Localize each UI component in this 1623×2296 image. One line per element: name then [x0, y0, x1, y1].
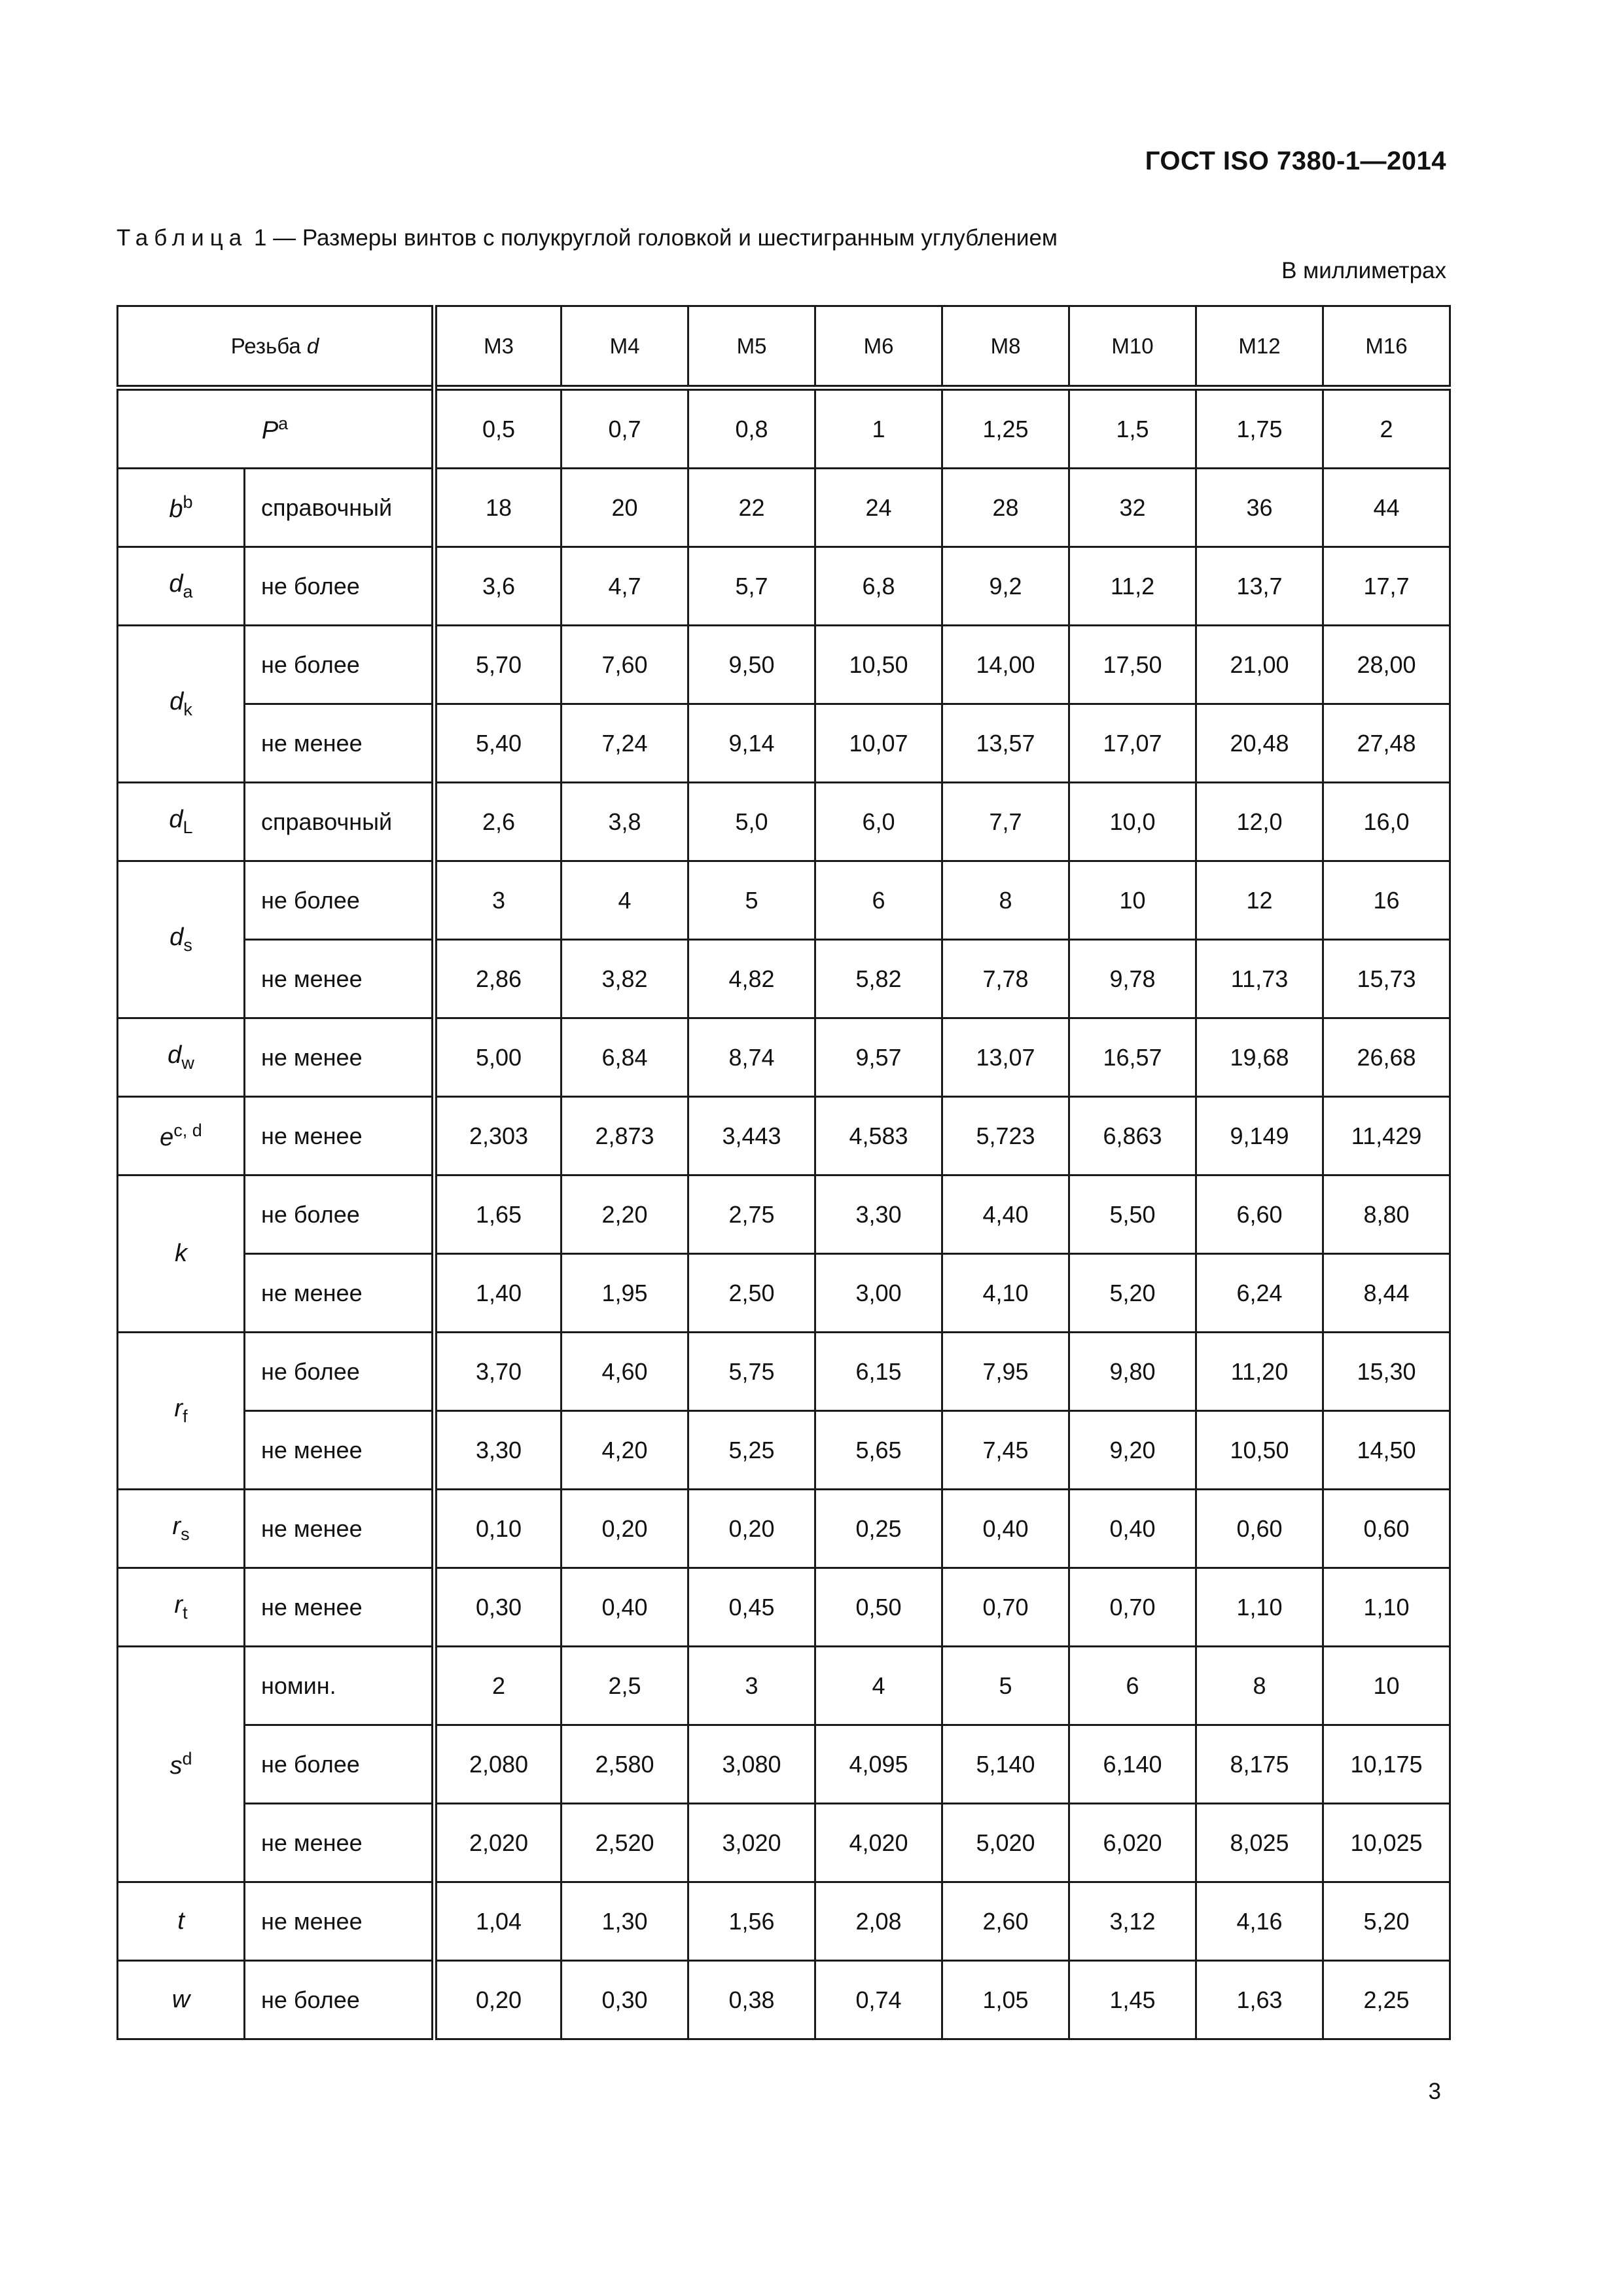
dimension-value-cell: 5,25: [688, 1411, 815, 1490]
table-number: 1 —: [247, 225, 302, 251]
dimension-value-cell: 1,04: [435, 1882, 562, 1961]
parameter-symbol: s: [169, 1751, 183, 1780]
dimension-value-cell: 10,50: [1196, 1411, 1323, 1490]
parameter-symbol-cell: [118, 1175, 245, 1333]
dimension-value-cell: 44: [1323, 469, 1450, 547]
dimension-value-cell: 10: [1323, 1647, 1450, 1725]
parameter-symbol-cell: [118, 1097, 245, 1175]
dimension-value-cell: 5,020: [942, 1804, 1069, 1882]
limit-qualifier-cell: не более: [245, 1333, 435, 1411]
dimension-value-cell: 2,580: [562, 1725, 688, 1804]
dimension-value-cell: 5,65: [815, 1411, 942, 1490]
dimension-value-cell: 5: [942, 1647, 1069, 1725]
dimension-value-cell: 2,5: [562, 1647, 688, 1725]
dimension-value-cell: 1,5: [1069, 388, 1196, 469]
table-word: Таблица: [116, 225, 248, 251]
dimension-value-cell: 10,025: [1323, 1804, 1450, 1882]
dimension-value-cell: 4: [562, 861, 688, 940]
dimension-value-cell: 1,10: [1323, 1568, 1450, 1647]
dimension-value-cell: 6,8: [815, 547, 942, 626]
dimension-value-cell: 0,30: [562, 1961, 688, 2039]
dimension-value-cell: 0,20: [435, 1961, 562, 2039]
table-row: [118, 1411, 1450, 1490]
parameter-symbol-cell: [118, 388, 435, 469]
dimension-value-cell: 1,25: [942, 388, 1069, 469]
limit-qualifier-cell: не менее: [245, 940, 435, 1018]
dimension-value-cell: 6: [1069, 1647, 1196, 1725]
thread-header-symbol: d: [306, 333, 319, 358]
parameter-symbol-cell: [118, 547, 245, 626]
parameter-subscript: a: [183, 582, 193, 601]
dimension-value-cell: 9,50: [688, 626, 815, 704]
dimension-value-cell: 7,7: [942, 783, 1069, 861]
limit-qualifier-cell: не менее: [245, 1882, 435, 1961]
limit-qualifier-cell: не более: [245, 1725, 435, 1804]
footnote-reference: d: [182, 1748, 192, 1768]
dimension-value-cell: 5,20: [1069, 1254, 1196, 1333]
table-row: [118, 783, 1450, 861]
parameter-symbol-cell: [118, 783, 245, 861]
limit-qualifier-cell: не менее: [245, 1254, 435, 1333]
parameter-subscript: k: [183, 700, 192, 719]
dimension-value-cell: 3,30: [435, 1411, 562, 1490]
dimension-value-cell: 9,14: [688, 704, 815, 783]
dimension-value-cell: 7,45: [942, 1411, 1069, 1490]
table-row: [118, 388, 1450, 469]
parameter-symbol-cell: [118, 1490, 245, 1568]
dimension-value-cell: 0,40: [562, 1568, 688, 1647]
dimension-value-cell: 5,723: [942, 1097, 1069, 1175]
dimension-value-cell: 4: [815, 1647, 942, 1725]
dimension-value-cell: 15,30: [1323, 1333, 1450, 1411]
dimension-value-cell: 1,56: [688, 1882, 815, 1961]
table-row: [118, 469, 1450, 547]
table-row: [118, 1725, 1450, 1804]
table-body: [118, 306, 1450, 2039]
dimension-value-cell: 13,07: [942, 1018, 1069, 1097]
dimension-value-cell: 6,84: [562, 1018, 688, 1097]
dimension-value-cell: 0,7: [562, 388, 688, 469]
dimension-value-cell: 3,30: [815, 1175, 942, 1254]
dimension-value-cell: 4,60: [562, 1333, 688, 1411]
dimension-value-cell: 4,82: [688, 940, 815, 1018]
dimension-value-cell: 0,20: [688, 1490, 815, 1568]
dimension-value-cell: 5,40: [435, 704, 562, 783]
parameter-symbol: e: [160, 1123, 174, 1151]
dimension-value-cell: 0,5: [435, 388, 562, 469]
parameter-symbol-cell: [118, 1333, 245, 1490]
parameter-symbol: P: [261, 416, 279, 444]
dimension-value-cell: 6,020: [1069, 1804, 1196, 1882]
dimension-value-cell: 0,50: [815, 1568, 942, 1647]
dimension-value-cell: 20: [562, 469, 688, 547]
dimension-value-cell: 5,82: [815, 940, 942, 1018]
dimension-value-cell: 1,65: [435, 1175, 562, 1254]
dimension-value-cell: 8,44: [1323, 1254, 1450, 1333]
dimension-value-cell: 11,2: [1069, 547, 1196, 626]
dimension-value-cell: 4,16: [1196, 1882, 1323, 1961]
dimension-value-cell: 14,00: [942, 626, 1069, 704]
parameter-symbol-cell: [118, 1961, 245, 2039]
dimension-value-cell: 5,75: [688, 1333, 815, 1411]
dimension-value-cell: 5,140: [942, 1725, 1069, 1804]
dimension-value-cell: 20,48: [1196, 704, 1323, 783]
dimension-value-cell: 28: [942, 469, 1069, 547]
dimension-value-cell: 9,57: [815, 1018, 942, 1097]
dimension-value-cell: 2,86: [435, 940, 562, 1018]
limit-qualifier-cell: не более: [245, 547, 435, 626]
limit-qualifier-cell: не менее: [245, 1804, 435, 1882]
dimension-value-cell: 0,25: [815, 1490, 942, 1568]
dimension-value-cell: 1,45: [1069, 1961, 1196, 2039]
dimension-value-cell: 17,50: [1069, 626, 1196, 704]
parameter-symbol-cell: [118, 1018, 245, 1097]
parameter-subscript: f: [183, 1407, 188, 1426]
dimension-value-cell: 4,10: [942, 1254, 1069, 1333]
parameter-symbol-cell: [118, 1882, 245, 1961]
table-row: [118, 626, 1450, 704]
table-title: Размеры винтов с полукруглой головкой и шестигранным углублением: [302, 225, 1058, 251]
thread-size-header: M3: [435, 306, 562, 388]
dimension-value-cell: 0,20: [562, 1490, 688, 1568]
dimension-value-cell: 0,60: [1196, 1490, 1323, 1568]
dimension-value-cell: 7,95: [942, 1333, 1069, 1411]
table-row: [118, 704, 1450, 783]
limit-qualifier-cell: не менее: [245, 704, 435, 783]
dimension-value-cell: 3,020: [688, 1804, 815, 1882]
parameter-symbol-cell: [118, 1568, 245, 1647]
dimension-value-cell: 1,63: [1196, 1961, 1323, 2039]
parameter-symbol: d: [169, 570, 183, 598]
dimension-value-cell: 2,080: [435, 1725, 562, 1804]
parameter-subscript: w: [181, 1053, 194, 1073]
dimension-value-cell: 2,08: [815, 1882, 942, 1961]
table-row: [118, 1490, 1450, 1568]
dimension-value-cell: 2: [1323, 388, 1450, 469]
dimension-value-cell: 24: [815, 469, 942, 547]
document-id: ГОСТ ISO 7380-1—2014: [1145, 147, 1446, 175]
dimension-value-cell: 9,80: [1069, 1333, 1196, 1411]
thread-size-header: M16: [1323, 306, 1450, 388]
table-row: [118, 1804, 1450, 1882]
table-row: [118, 1018, 1450, 1097]
parameter-symbol-cell: [118, 861, 245, 1018]
footnote-reference: a: [278, 413, 289, 433]
dimension-value-cell: 5,0: [688, 783, 815, 861]
parameter-symbol: d: [169, 688, 184, 715]
dimension-value-cell: 3,82: [562, 940, 688, 1018]
parameter-symbol: r: [174, 1395, 183, 1422]
dimension-value-cell: 6,60: [1196, 1175, 1323, 1254]
dimension-value-cell: 11,20: [1196, 1333, 1323, 1411]
dimension-value-cell: 13,7: [1196, 547, 1323, 626]
parameter-symbol: w: [171, 1986, 190, 2013]
limit-qualifier-cell: не более: [245, 1961, 435, 2039]
dimension-value-cell: 9,78: [1069, 940, 1196, 1018]
parameter-subscript: t: [183, 1603, 188, 1623]
dimension-value-cell: 17,07: [1069, 704, 1196, 783]
dimension-value-cell: 0,70: [942, 1568, 1069, 1647]
dimension-value-cell: 6,15: [815, 1333, 942, 1411]
dimension-value-cell: 12: [1196, 861, 1323, 940]
table-caption: [116, 225, 1058, 251]
parameter-symbol-cell: [118, 626, 245, 783]
table-row: [118, 1961, 1450, 2039]
dimension-value-cell: 1,30: [562, 1882, 688, 1961]
parameter-symbol: d: [168, 1041, 182, 1069]
dimension-value-cell: 5,70: [435, 626, 562, 704]
dimension-value-cell: 2: [435, 1647, 562, 1725]
dimension-value-cell: 3,6: [435, 547, 562, 626]
parameter-symbol-cell: [118, 469, 245, 547]
dimension-value-cell: 3: [688, 1647, 815, 1725]
dimension-value-cell: 5,00: [435, 1018, 562, 1097]
dimension-value-cell: 17,7: [1323, 547, 1450, 626]
limit-qualifier-cell: не менее: [245, 1097, 435, 1175]
dimension-value-cell: 2,873: [562, 1097, 688, 1175]
limit-qualifier-cell: не более: [245, 1175, 435, 1254]
thread-size-header: M8: [942, 306, 1069, 388]
dimension-value-cell: 10,175: [1323, 1725, 1450, 1804]
page-number: 3: [1428, 2079, 1441, 2104]
limit-qualifier-cell: справочный: [245, 783, 435, 861]
table-row: [118, 1175, 1450, 1254]
limit-qualifier-cell: не более: [245, 626, 435, 704]
thread-size-header: M5: [688, 306, 815, 388]
limit-qualifier-cell: не более: [245, 861, 435, 940]
dimension-value-cell: 13,57: [942, 704, 1069, 783]
dimension-value-cell: 16,57: [1069, 1018, 1196, 1097]
table-row: [118, 1097, 1450, 1175]
dimension-value-cell: 10,50: [815, 626, 942, 704]
dimension-value-cell: 16: [1323, 861, 1450, 940]
dimension-value-cell: 8: [942, 861, 1069, 940]
parameter-symbol: d: [169, 924, 184, 951]
dimension-value-cell: 5,7: [688, 547, 815, 626]
dimension-value-cell: 1,95: [562, 1254, 688, 1333]
units-note: В миллиметрах: [1281, 258, 1446, 283]
dimension-value-cell: 9,20: [1069, 1411, 1196, 1490]
dimension-value-cell: 7,24: [562, 704, 688, 783]
dimension-value-cell: 3: [435, 861, 562, 940]
table-row: [118, 940, 1450, 1018]
dimensions-table: [116, 305, 1451, 2040]
dimension-value-cell: 6,863: [1069, 1097, 1196, 1175]
dimension-value-cell: 3,00: [815, 1254, 942, 1333]
dimension-value-cell: 8,80: [1323, 1175, 1450, 1254]
thread-header-cell: [118, 306, 435, 388]
dimension-value-cell: 14,50: [1323, 1411, 1450, 1490]
limit-qualifier-cell: не менее: [245, 1411, 435, 1490]
table-row: [118, 861, 1450, 940]
dimension-value-cell: 3,443: [688, 1097, 815, 1175]
dimension-value-cell: 15,73: [1323, 940, 1450, 1018]
dimension-value-cell: 3,080: [688, 1725, 815, 1804]
dimension-value-cell: 4,020: [815, 1804, 942, 1882]
dimension-value-cell: 8,175: [1196, 1725, 1323, 1804]
dimension-value-cell: 0,40: [1069, 1490, 1196, 1568]
dimension-value-cell: 4,40: [942, 1175, 1069, 1254]
table-header-row: [118, 306, 1450, 388]
dimension-value-cell: 8,025: [1196, 1804, 1323, 1882]
dimension-value-cell: 9,149: [1196, 1097, 1323, 1175]
dimension-value-cell: 19,68: [1196, 1018, 1323, 1097]
dimension-value-cell: 8,74: [688, 1018, 815, 1097]
limit-qualifier-cell: не менее: [245, 1490, 435, 1568]
parameter-subscript: s: [181, 1524, 190, 1544]
parameter-symbol: t: [177, 1907, 185, 1935]
dimension-value-cell: 8: [1196, 1647, 1323, 1725]
dimension-value-cell: 3,12: [1069, 1882, 1196, 1961]
table-row: [118, 1647, 1450, 1725]
dimension-value-cell: 0,74: [815, 1961, 942, 2039]
limit-qualifier-cell: не менее: [245, 1568, 435, 1647]
dimension-value-cell: 2,75: [688, 1175, 815, 1254]
dimension-value-cell: 2,020: [435, 1804, 562, 1882]
table-row: [118, 1254, 1450, 1333]
dimension-value-cell: 2,20: [562, 1175, 688, 1254]
dimension-value-cell: 5,20: [1323, 1882, 1450, 1961]
dimension-value-cell: 0,45: [688, 1568, 815, 1647]
parameter-symbol: b: [169, 495, 183, 523]
limit-qualifier-cell: справочный: [245, 469, 435, 547]
parameter-symbol: r: [174, 1591, 183, 1619]
parameter-symbol-cell: [118, 1647, 245, 1882]
dimension-value-cell: 7,78: [942, 940, 1069, 1018]
dimension-value-cell: 36: [1196, 469, 1323, 547]
thread-size-header: M12: [1196, 306, 1323, 388]
dimension-value-cell: 2,50: [688, 1254, 815, 1333]
dimension-value-cell: 6,24: [1196, 1254, 1323, 1333]
dimension-value-cell: 6: [815, 861, 942, 940]
dimension-value-cell: 4,583: [815, 1097, 942, 1175]
dimension-value-cell: 0,8: [688, 388, 815, 469]
parameter-symbol: d: [169, 806, 183, 833]
dimension-value-cell: 0,30: [435, 1568, 562, 1647]
dimension-value-cell: 0,60: [1323, 1490, 1450, 1568]
dimension-value-cell: 18: [435, 469, 562, 547]
dimension-value-cell: 11,73: [1196, 940, 1323, 1018]
dimension-value-cell: 2,25: [1323, 1961, 1450, 2039]
dimension-value-cell: 27,48: [1323, 704, 1450, 783]
parameter-subscript: s: [183, 935, 192, 955]
dimension-value-cell: 1,40: [435, 1254, 562, 1333]
dimension-value-cell: 28,00: [1323, 626, 1450, 704]
parameter-symbol: k: [175, 1240, 187, 1267]
dimension-value-cell: 0,38: [688, 1961, 815, 2039]
dimension-value-cell: 10: [1069, 861, 1196, 940]
dimension-value-cell: 1,05: [942, 1961, 1069, 2039]
dimension-value-cell: 6,0: [815, 783, 942, 861]
dimension-value-cell: 26,68: [1323, 1018, 1450, 1097]
dimension-value-cell: 2,6: [435, 783, 562, 861]
table-row: [118, 1568, 1450, 1647]
footnote-reference: c, d: [173, 1120, 202, 1140]
thread-size-header: M4: [562, 306, 688, 388]
parameter-symbol: r: [172, 1513, 181, 1540]
dimension-value-cell: 7,60: [562, 626, 688, 704]
dimension-value-cell: 11,429: [1323, 1097, 1450, 1175]
dimension-value-cell: 10,07: [815, 704, 942, 783]
dimension-value-cell: 32: [1069, 469, 1196, 547]
limit-qualifier-cell: номин.: [245, 1647, 435, 1725]
table-row: [118, 1882, 1450, 1961]
dimension-value-cell: 12,0: [1196, 783, 1323, 861]
dimension-value-cell: 4,20: [562, 1411, 688, 1490]
dimension-value-cell: 5: [688, 861, 815, 940]
parameter-subscript: L: [183, 817, 193, 837]
dimension-value-cell: 3,70: [435, 1333, 562, 1411]
dimension-value-cell: 9,2: [942, 547, 1069, 626]
dimension-value-cell: 2,520: [562, 1804, 688, 1882]
table-row: [118, 547, 1450, 626]
dimension-value-cell: 1,75: [1196, 388, 1323, 469]
footnote-reference: b: [183, 492, 193, 512]
thread-header-label: Резьба: [230, 333, 301, 358]
thread-size-header: M10: [1069, 306, 1196, 388]
dimension-value-cell: 0,70: [1069, 1568, 1196, 1647]
dimension-value-cell: 1,10: [1196, 1568, 1323, 1647]
dimension-value-cell: 3,8: [562, 783, 688, 861]
dimension-value-cell: 16,0: [1323, 783, 1450, 861]
limit-qualifier-cell: не менее: [245, 1018, 435, 1097]
dimension-value-cell: 22: [688, 469, 815, 547]
dimension-value-cell: 5,50: [1069, 1175, 1196, 1254]
dimension-value-cell: 4,7: [562, 547, 688, 626]
dimension-value-cell: 1: [815, 388, 942, 469]
dimension-value-cell: 0,40: [942, 1490, 1069, 1568]
dimension-value-cell: 0,10: [435, 1490, 562, 1568]
dimension-value-cell: 2,60: [942, 1882, 1069, 1961]
dimension-value-cell: 6,140: [1069, 1725, 1196, 1804]
table-row: [118, 1333, 1450, 1411]
dimension-value-cell: 10,0: [1069, 783, 1196, 861]
dimension-value-cell: 4,095: [815, 1725, 942, 1804]
thread-size-header: M6: [815, 306, 942, 388]
dimension-value-cell: 2,303: [435, 1097, 562, 1175]
dimension-value-cell: 21,00: [1196, 626, 1323, 704]
